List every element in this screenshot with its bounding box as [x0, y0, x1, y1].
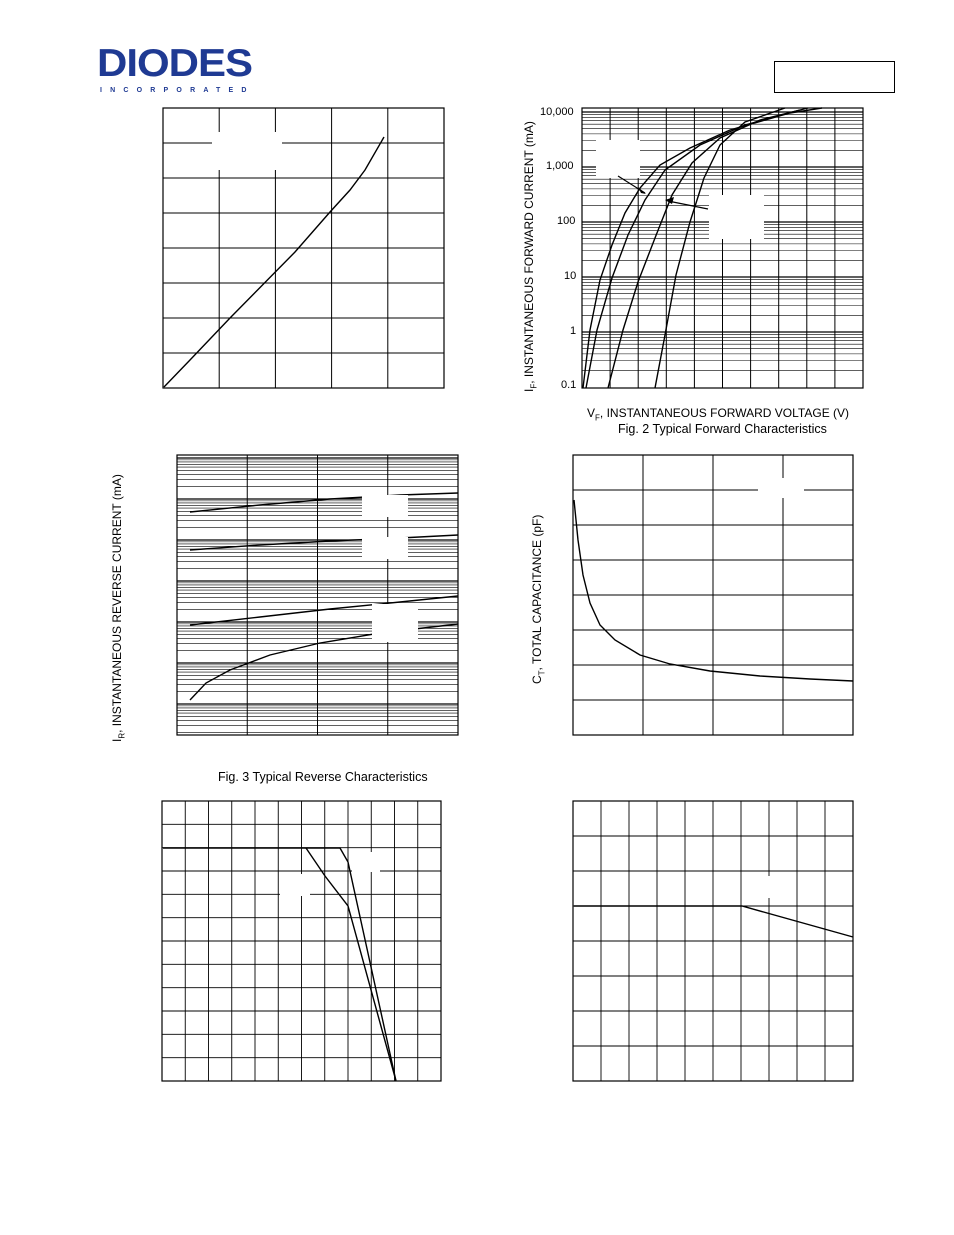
fig3-caption: Fig. 3 Typical Reverse Characteristics: [218, 770, 428, 784]
fig1-curve: [164, 137, 384, 387]
fig2-arrow: [668, 201, 708, 209]
fig2-ytick: 10,000: [540, 106, 574, 118]
logo-subtitle: INCORPORATED: [100, 87, 255, 94]
fig2-ytick: 100: [557, 215, 576, 227]
fig2-ytick: 10: [564, 270, 577, 282]
fig3-chart: [177, 455, 458, 735]
fig4-ylabel: $C_T$, TOTAL CAPACITANCE (pF): [530, 514, 547, 684]
label-mask: [742, 876, 774, 898]
fig5-chart: [162, 801, 441, 1081]
label-mask: [352, 852, 380, 872]
label-mask: [709, 195, 764, 239]
fig2-xlabel: $V_F$, INSTANTANEOUS FORWARD VOLTAGE (V): [587, 406, 850, 423]
label-mask: [280, 874, 310, 896]
fig3-curve: [190, 535, 458, 550]
fig2-ytick: 0.1: [561, 379, 577, 391]
fig6-curve: [574, 906, 853, 937]
fig1-chart: [163, 108, 444, 388]
diodes-logo: DIODES: [97, 41, 253, 85]
fig6-chart: [573, 801, 853, 1081]
fig2-ytick: 1: [570, 325, 577, 337]
fig2-caption: Fig. 2 Typical Forward Characteristics: [618, 422, 827, 436]
label-mask: [758, 478, 804, 498]
fig3-ylabel: $I_R$, INSTANTANEOUS REVERSE CURRENT (mA): [110, 474, 127, 742]
fig2-ytick: 1,000: [546, 160, 574, 172]
fig2-ylabel: $I_F$, INSTANTANEOUS FORWARD CURRENT (mA): [522, 121, 539, 392]
label-mask: [596, 140, 640, 178]
label-mask: [212, 132, 282, 170]
fig2-curve: [655, 108, 785, 388]
label-mask: [372, 604, 418, 642]
fig4-chart: [573, 455, 853, 735]
label-mask: [362, 495, 408, 517]
label-mask: [362, 537, 408, 559]
fig2-chart: [582, 108, 863, 388]
fig3-curve: [190, 493, 458, 512]
